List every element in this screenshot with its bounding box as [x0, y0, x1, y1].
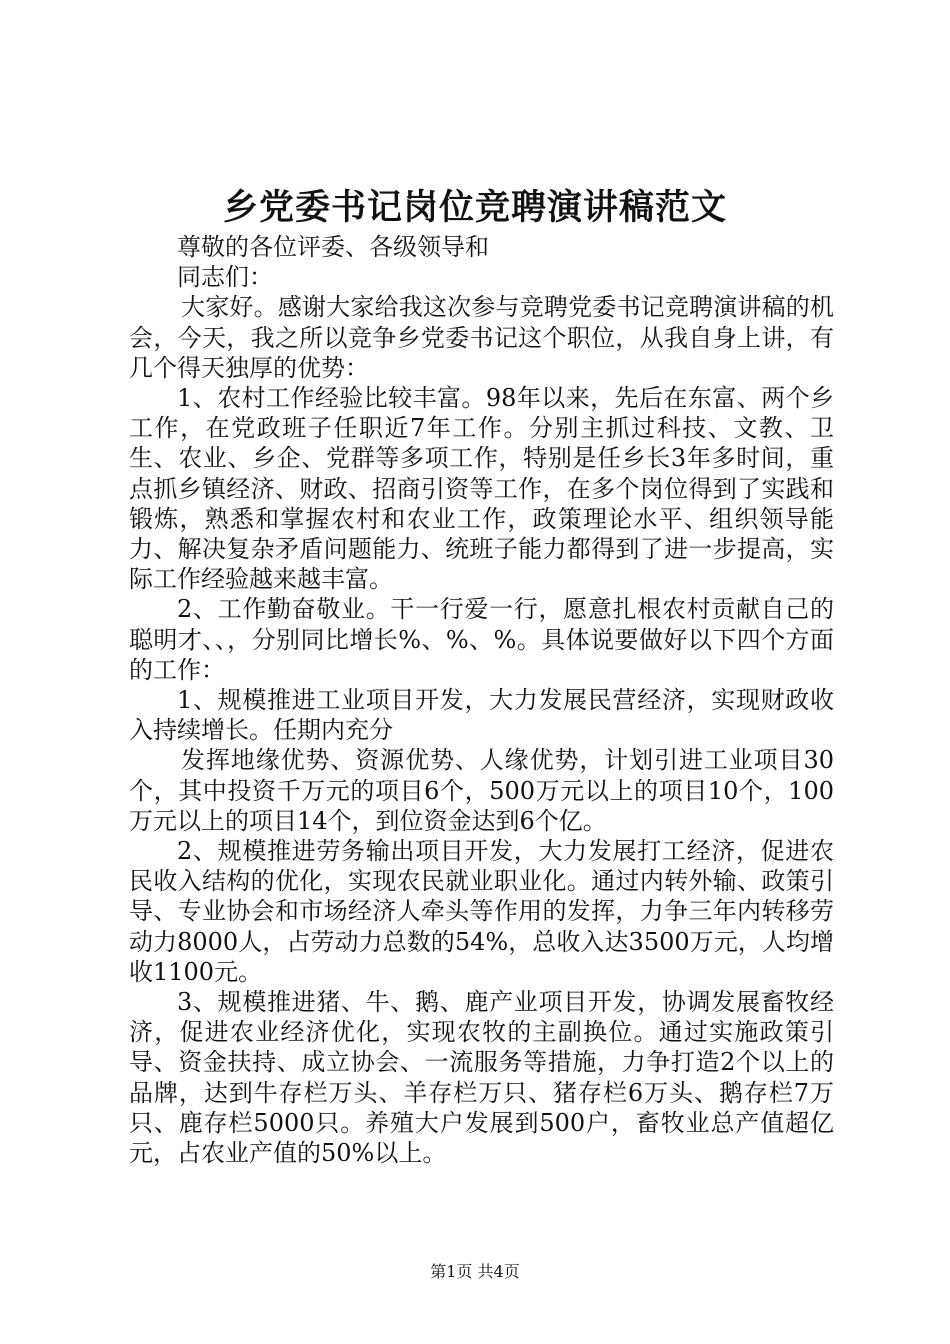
paragraph-livestock: 3、规模推进猪、牛、鹅、鹿产业项目开发，协调发展畜牧经济，促进农业经济优化，实现农牧的主副换位。通过实施政策引导、资金扶持、成立协会、一流服务等措施，力争打造2个以上的品牌，达到牛存栏万头、羊存栏万只、猪存栏6万头、鹅存栏7万只、鹿存栏5000只。养殖大户发展到500户，畜牧业总产值超亿元，占农业产值的50%以上。	[129, 988, 834, 1168]
document-title: 乡党委书记岗位竞聘演讲稿范文	[222, 187, 727, 228]
paragraph-industry-project: 1、规模推进工业项目开发，大力发展民营经济，实现财政收入持续增长。任期内充分	[129, 686, 834, 745]
document-body	[129, 232, 834, 1168]
salutation-line-2: 同志们：	[177, 263, 273, 292]
salutation-line-1: 尊敬的各位评委、各级领导和	[177, 233, 489, 261]
paragraph-greeting: 大家好。感谢大家给我这次参与竞聘党委书记竞聘演讲稿的机会，今天，我之所以竞争乡党委书记这个职位，从我自身上讲，有几个得天独厚的优势：	[129, 293, 834, 382]
paragraph-diligence: 2、工作勤奋敬业。干一行爱一行，愿意扎根农村贡献自己的聪明才、、，分别同比增长%、%、%。具体说要做好以下四个方面的工作：	[129, 595, 834, 684]
page-footer: 第1页 共4页	[430, 1262, 520, 1281]
paragraph-experience: 1、农村工作经验比较丰富。98年以来，先后在东富、两个乡工作，在党政班子任职近7年工作。分别主抓过科技、文教、卫生、农业、乡企、党群等多项工作，特别是任乡长3年多时间，重点抓乡镇经济、财政、招商引资等工作，在多个岗位得到了实践和锻炼，熟悉和掌握农村和农业工作，政策理论水平、组织领导能力、解决复杂矛盾问题能力、统班子能力都得到了进一步提高，实际工作经验越来越丰富。	[129, 384, 834, 594]
paragraph-labor-export: 2、规模推进劳务输出项目开发，大力发展打工经济，促进农民收入结构的优化，实现农民就业职业化。通过内转外输、政策引导、专业协会和市场经济人牵头等作用的发挥，力争三年内转移劳动力8000人，占劳动力总数的54%，总收入达3500万元，人均增收1100元。	[129, 837, 834, 986]
paragraph-industry-plan: 发挥地缘优势、资源优势、人缘优势，计划引进工业项目30个，其中投资千万元的项目6个，500万元以上的项目10个，100万元以上的项目14个，到位资金达到6个亿。	[129, 746, 834, 835]
